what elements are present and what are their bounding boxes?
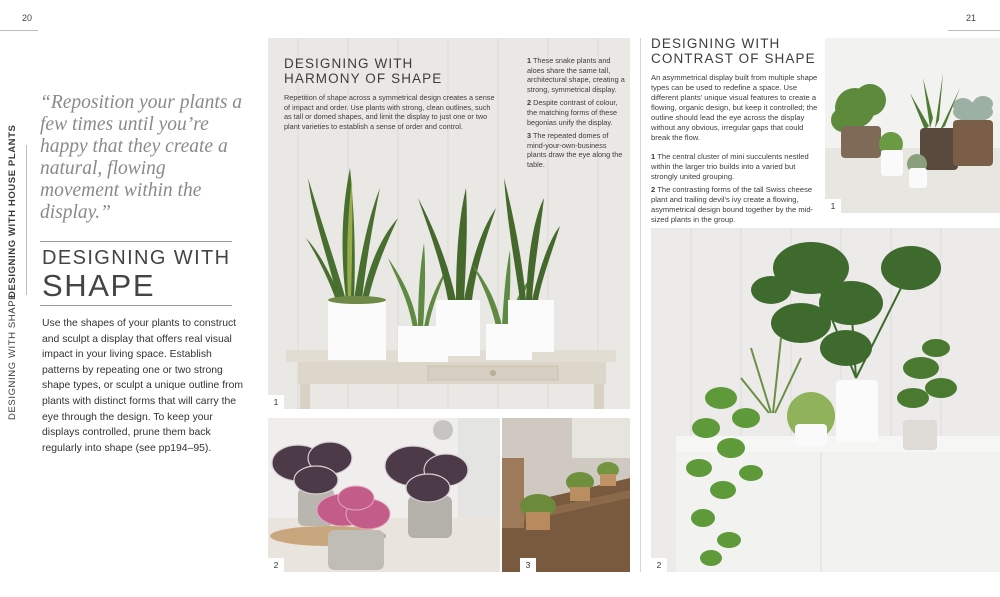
section-title-small: DESIGNING WITH bbox=[42, 247, 231, 269]
photo-begonias bbox=[268, 418, 500, 572]
contrast-notes bbox=[651, 152, 821, 228]
note-number: 2 bbox=[651, 185, 656, 194]
contrast-note bbox=[651, 152, 821, 182]
photo-succulents bbox=[825, 38, 1000, 213]
contrast-intro: An asymmetrical display built from multiple shape types can be used to redefine a space. Use different plants’ unique visual features to create a flowing, organic design, but keep it controlled; the outline should lead the eye across the display without any obvious, irregular gaps that could break the flow. bbox=[651, 73, 818, 142]
harmony-note bbox=[527, 56, 625, 94]
side-tab bbox=[3, 124, 25, 420]
note-number: 1 bbox=[651, 152, 656, 161]
harmony-title-line1: DESIGNING WITH bbox=[284, 56, 414, 71]
photo-label-contrast-1: 1 bbox=[825, 199, 841, 213]
note-text: These snake plants and aloes share the same tall, architectural shape, creating a strong, symmetrical display. bbox=[527, 56, 625, 94]
photo-monstera-display bbox=[651, 228, 1000, 572]
side-tab-section: DESIGNING WITH SHAPE bbox=[7, 292, 18, 420]
note-number: 3 bbox=[527, 131, 532, 141]
intro-body-text: Use the shapes of your plants to construct and sculpt a display that offers real visual impact in your living space. Establish patterns by repeating one or two strong shape types, or sculpt a unique outline from plants with distinct forms that will carry the eye through the design. To keep your displays controlled, prune them back regularly into shape (see pp194–95). bbox=[42, 318, 244, 454]
photo-label-harmony-2: 2 bbox=[268, 558, 284, 572]
page-number-right: 21 bbox=[966, 13, 977, 23]
side-tab-rule bbox=[26, 145, 27, 295]
contrast-title bbox=[651, 36, 816, 66]
note-text: The repeated domes of mind-your-own-business plants draw the eye along the table. bbox=[527, 131, 623, 169]
note-text: The contrasting forms of the tall Swiss cheese plant and trailing devil’s ivy create a flowing, asymmetrical design bound together by the mid-sized plants in the group. bbox=[651, 185, 814, 224]
section-title-big: SHAPE bbox=[42, 268, 156, 303]
pull-quote: “Reposition your plants a few times until you’re happy that they create a natural, flowing movement within the display.” bbox=[40, 92, 243, 223]
succulents-illustration bbox=[825, 38, 1000, 213]
photo-moss-domes bbox=[502, 418, 630, 572]
note-text: The central cluster of mini succulents nestled within the larger trio builds into a varied but strongly united grouping. bbox=[651, 152, 809, 181]
note-number: 2 bbox=[527, 98, 532, 108]
title-rule-top bbox=[40, 241, 232, 242]
column-separator bbox=[640, 38, 641, 572]
title-rule-bottom bbox=[40, 305, 232, 306]
side-tab-chapter: DESIGNING WITH HOUSE PLANTS bbox=[7, 124, 18, 298]
contrast-title-line2: CONTRAST OF SHAPE bbox=[651, 51, 816, 66]
harmony-notes bbox=[527, 56, 625, 174]
note-number: 1 bbox=[527, 56, 532, 65]
page-number-left: 20 bbox=[22, 13, 33, 23]
harmony-intro: Repetition of shape across a symmetrical design creates a sense of impact and order. Use plants with strong, clean outlines, such as tall or domed shapes, and limit the display to just one or two plant varieties to establish a sense of order and control. bbox=[284, 93, 495, 131]
note-text: Despite contrast of colour, the matching forms of these begonias unify the display. bbox=[527, 98, 618, 127]
harmony-title bbox=[284, 56, 442, 86]
moss-domes-illustration bbox=[502, 418, 630, 572]
harmony-title-line2: HARMONY OF SHAPE bbox=[284, 71, 443, 86]
photo-label-harmony-1: 1 bbox=[268, 395, 284, 409]
contrast-title-line1: DESIGNING WITH bbox=[651, 36, 781, 51]
photo-label-contrast-2: 2 bbox=[651, 558, 667, 572]
photo-label-harmony-3: 3 bbox=[520, 558, 536, 572]
contrast-note bbox=[651, 185, 821, 225]
monstera-display-illustration bbox=[651, 228, 1000, 572]
top-rule-right bbox=[948, 30, 1000, 31]
begonias-illustration bbox=[268, 418, 500, 572]
harmony-note bbox=[527, 131, 625, 169]
top-rule-left bbox=[0, 30, 38, 31]
harmony-note bbox=[527, 98, 625, 127]
